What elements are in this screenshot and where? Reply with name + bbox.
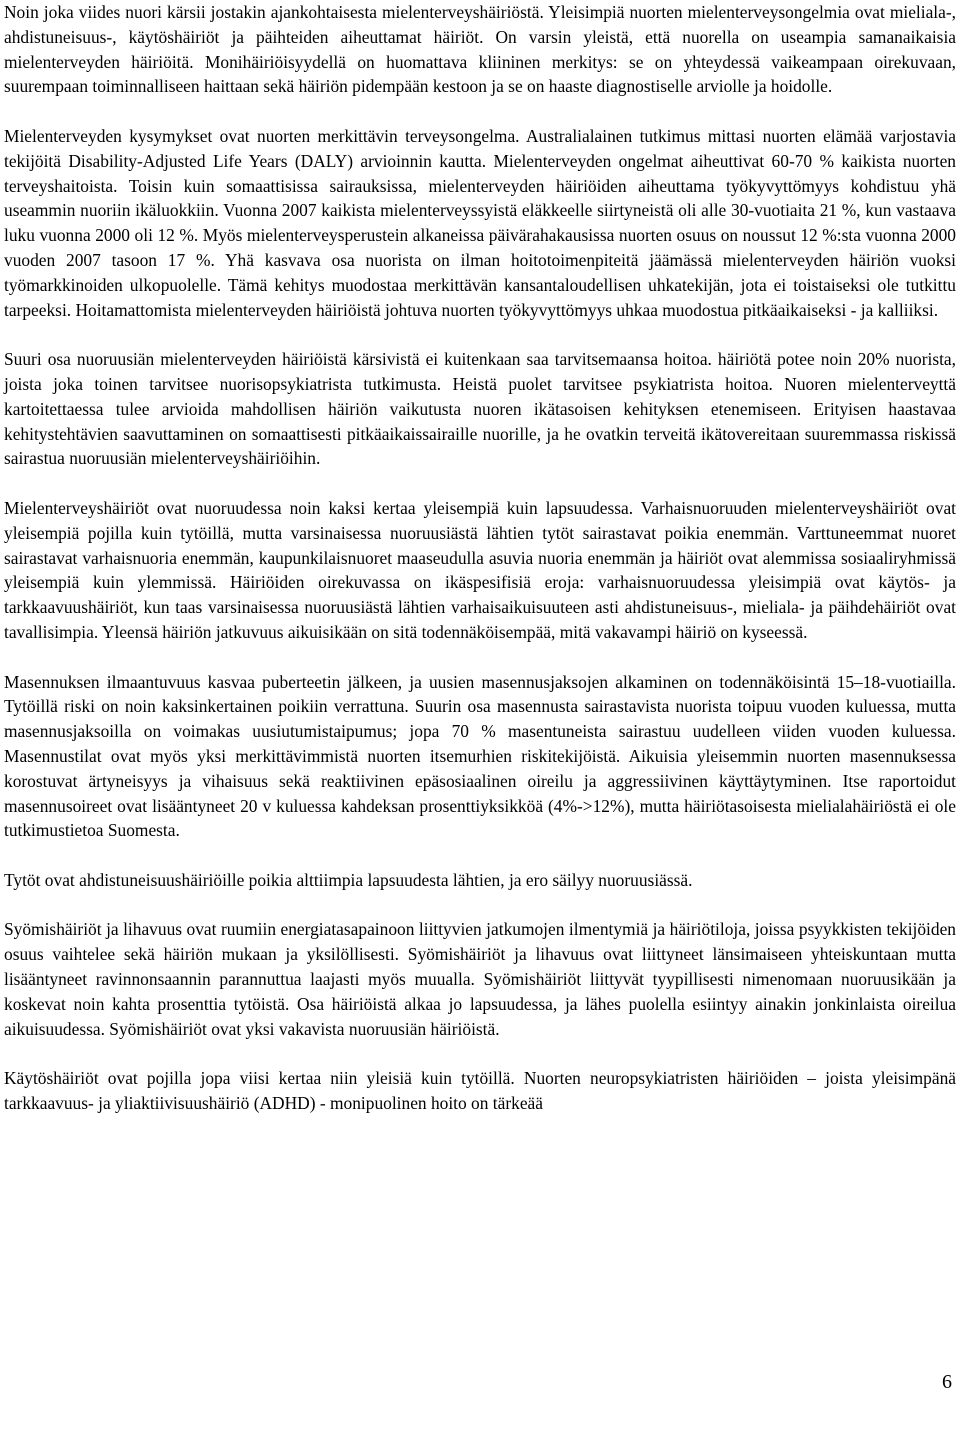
paragraph-age-differences: Mielenterveyshäiriöt ovat nuoruudessa noin kaksi kertaa yleisempiä kuin lapsuudessa. Varhaisnuoruuden mielenterveyshäiriöt ovat yleisempiä pojilla kuin tytöillä, mutta varsinaisessa nuoruusiästä lähtien tytöt sairastavat poikia enemmän. Varttuneemmat nuoret sairastavat varhaisnuoria enemmän, kaupunkilaisnuoret maaseudulla asuvia nuoria enemmän ja häiriöt ovat alemmissa sosiaaliryhmissä yleisempiä kuin ylemmissä. Häiriöiden oirekuvassa on ikäspesifisiä eroja: varhaisnuoruudessa yleisimpiä ovat käytös- ja tarkkaavuushäiriöt, kun taas varsinaisessa nuoruusiästä lähtien varhaisaikuisuuteen asti ahdistuneisuus-, mieliala- ja päihdehäiriöt ovat tavallisimpia. Yleensä häiriön jatkuvuus aikuisikään on sitä todennäköisempää, mitä vakavampi häiriö on kyseessä. (4, 497, 956, 642)
paragraph-treatment-gap: Suuri osa nuoruusiän mielenterveyden häiriöistä kärsivistä ei kuitenkaan saa tarvitsemaansa hoitoa. häiriötä potee noin 20% nuorista, joista joka toinen tarvitsee nuorisopsykiatrista tutkimusta. Heistä puolet tarvitsee psykiatrista hoitoa. Nuoren mielenterveyttä kartoitettaessa tulee arvioida mahdollisen häiriön vaikutusta nuoren ikätasoisen kehityksen etenemiseen. Erityisen haastavaa kehitystehtävien saavuttaminen on somaattisesti pitkäaikaissairaille nuorille, ja he ovatkin terveitä ikätovereitaan suuremmassa riskissä sairastua nuoruusiän mielenterveyshäiriöihin. (4, 349, 956, 469)
document-page (4, 0, 956, 1116)
paragraph-anxiety: Tytöt ovat ahdistuneisuushäiriöille poikia alttiimpia lapsuudesta lähtien, ja ero säilyy nuoruusiässä. (4, 869, 693, 890)
paragraph-eating-disorders: Syömishäiriöt ja lihavuus ovat ruumiin energiatasapainoon liittyvien jatkumojen ilmentymiä ja häiriötiloja, joissa psyykkisten tekijöiden osuus vaihtelee sekä häiriön mukaan ja yksilöllisesti. Syömishäiriöt ja lihavuus ovat liittyneet länsimaiseen yhteiskuntaan mutta lisääntyneet ravinnonsaannin parannuttua laajasti myös muualla. Syömishäiriöt liittyvät tyypillisesti nimenomaan nuoruusikään ja koskevat noin kahta prosenttia tytöistä. Osa häiriöistä alkaa jo lapsuudessa, ja lähes puolella esiintyy ainakin jonkinlaista oireilua aikuisuudessa. Syömishäiriöt ovat yksi vakavista nuoruusiän häiriöistä. (4, 919, 956, 1039)
paragraph-conduct-disorders: Käytöshäiriöt ovat pojilla jopa viisi kertaa niin yleisiä kuin tytöillä. Nuorten neuropsykiatristen häiriöiden – joista yleisimpänä tarkkaavuus- ja yliaktiivisuushäiriö (ADHD) - monipuolinen hoito on tärkeää (4, 1068, 956, 1114)
paragraph-depression: Masennuksen ilmaantuvuus kasvaa puberteetin jälkeen, ja uusien masennusjaksojen alkaminen on todennäköisintä 15–18-vuotiailla. Tytöillä riski on noin kaksinkertainen poikiin verrattuna. Suurin osa masennusta sairastavista nuorista toipuu vuoden kuluessa, mutta masennusjaksoilla on voimakas uusiutumistaipumus; jopa 70 % masentuneista sairastuu uudelleen viiden vuoden kuluessa. Masennustilat ovat myös yksi merkittävimmistä nuorten itsemurhien riskitekijöistä. Aikuisia yleisemmin nuorten masennuksessa korostuvat ärtyneisyys ja vihaisuus sekä reaktiivinen epäsosiaalinen oireilu ja aggressiivinen käyttäytyminen. Itse raportoidut masennusoireet ovat lisääntyneet 20 v kuluessa kahdeksan prosenttiyksikköä (4%->12%), mutta häiriötasoisesta mielialahäiriöstä ei ole tutkimustietoa Suomesta. (4, 671, 956, 841)
paragraph-health-burden: Mielenterveyden kysymykset ovat nuorten merkittävin terveysongelma. Australialainen tutkimus mittasi nuorten elämää varjostavia tekijöitä Disability-Adjusted Life Years (DALY) arvioinnin kautta. Mielenterveyden ongelmat aiheuttivat 60-70 % kaikista nuorten terveyshaitoista. Toisin kuin somaattisissa sairauksissa, mielenterveyden häiriöiden aiheuttama työkyvyttömyys kohdistuu yhä useammin nuoriin ikäluokkiin. Vuonna 2007 kaikista mielenterveyssyistä eläkkeelle siirtyneistä oli alle 30-vuotiaita 21 %, kun vastaava luku vuonna 2000 oli 12 %. Myös mielenterveysperustein alkaneissa päivärahakausissa nuorten osuus on noussut 12 %:sta vuonna 2000 vuoden 2007 tasoon 17 %. Yhä kasvava osa nuorista on ilman hoitotoimenpiteitä jäämässä mielenterveyden häiriön vuoksi työmarkkinoiden ulkopuolelle. Tämä kehitys muodostaa merkittävän kansantaloudellisen uhkatekijän, jota ei toistaiseksi ole tutkittu tarpeeksi. Hoitamattomista mielenterveyden häiriöistä johtuva nuorten työkyvyttömyys uhkaa muodostua pitkäaikaiseksi - ja kalliiksi. (4, 125, 956, 320)
page-number: 6 (942, 1371, 952, 1393)
paragraph-prevalence: Noin joka viides nuori kärsii jostakin ajankohtaisesta mielenterveyshäiriöstä. Yleisimpiä nuorten mielenterveysongelmia ovat mieliala-, ahdistuneisuus-, käytöshäiriöt ja päihteiden aiheuttamat häiriöt. On varsin yleistä, että nuorella on useampia samanaikaisia mielenterveyden häiriöitä. Monihäiriöisyydellä on huomattava kliininen merkitys: se on yhteydessä vaikeampaan oirekuvaan, suurempaan toiminnalliseen haittaan sekä häiriön pidempään kestoon ja se on haaste diagnostiselle arviolle ja hoidolle. (4, 2, 956, 97)
